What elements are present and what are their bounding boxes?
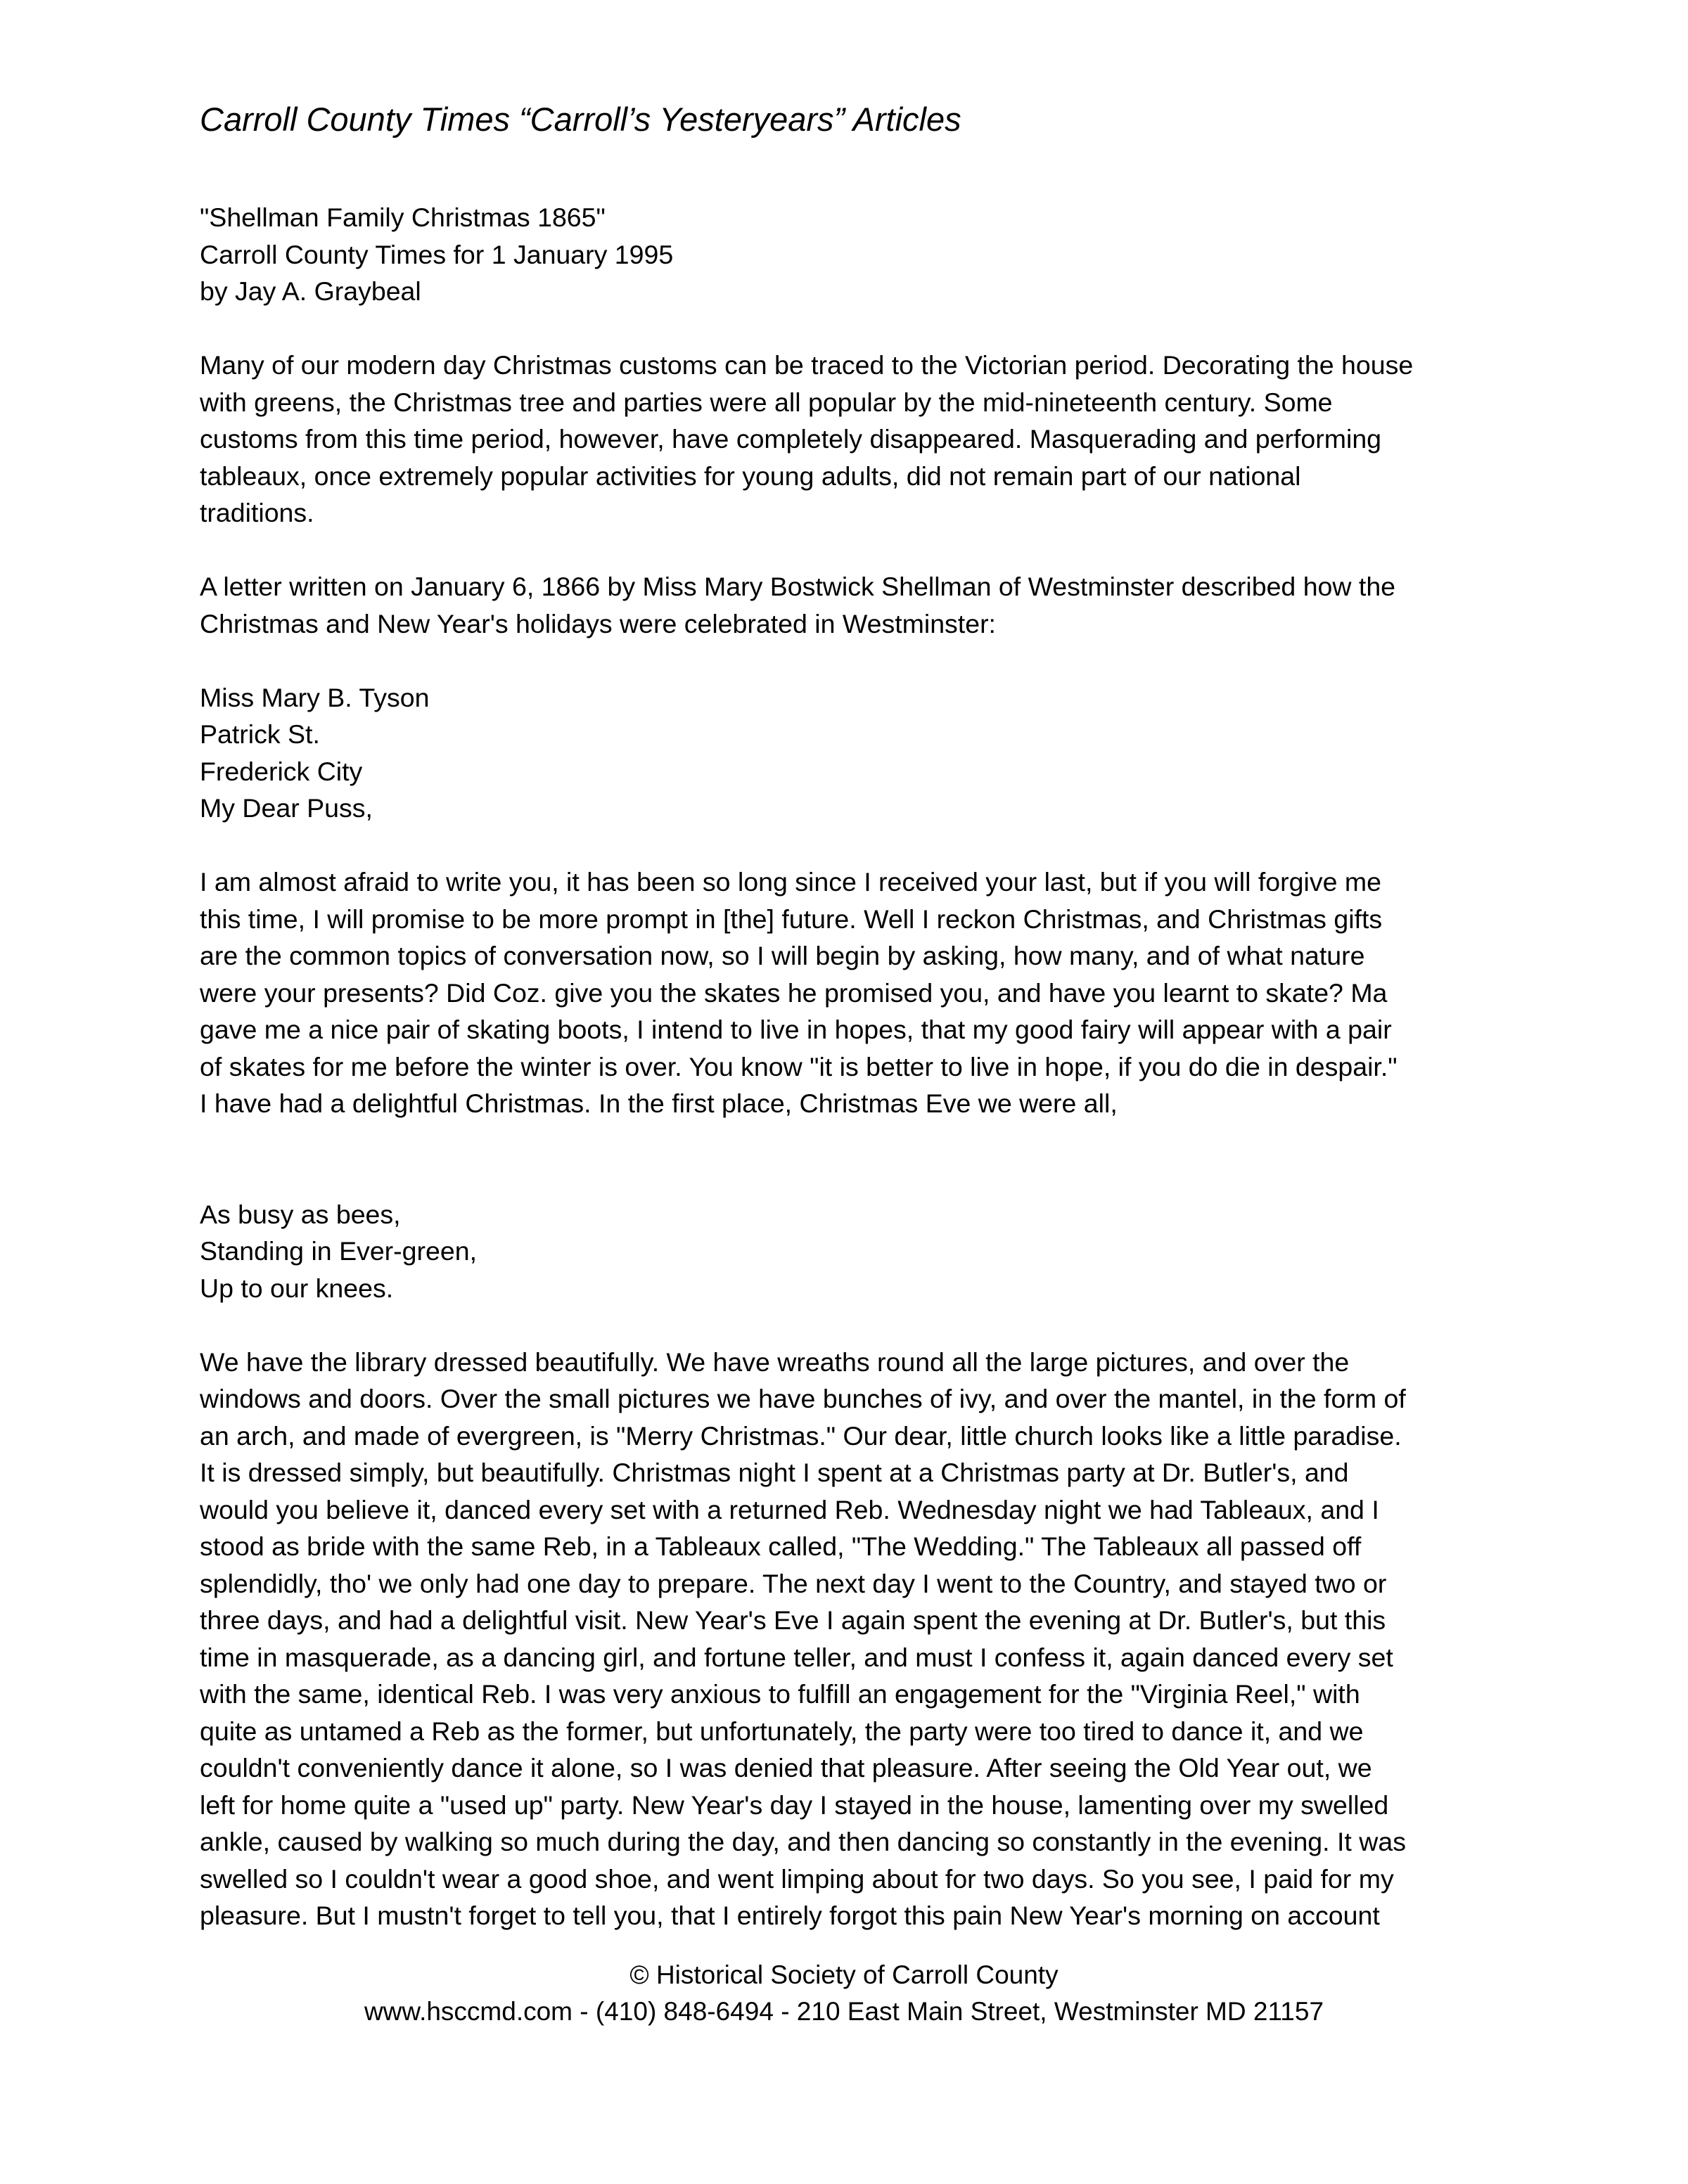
paragraph-line: I have had a delightful Christmas. In the first place, Christmas Eve we were all, [200,1088,1118,1118]
article-source: Carroll County Times for 1 January 1995 [200,239,674,269]
verse-line: As busy as bees, [200,1199,401,1229]
paragraph-line: left for home quite a "used up" party. New Year's day I stayed in the house, lamenting over my swelled [200,1790,1389,1820]
paragraph-line: gave me a nice pair of skating boots, I intend to live in hopes, that my good fairy will appear with a pair [200,1015,1392,1044]
footer-contact: www.hsccmd.com - (410) 848-6494 - 210 East Main Street, Westminster MD 21157 [364,1997,1324,2026]
article-body [200,199,1508,1934]
paragraph-line: couldn't conveniently dance it alone, so I was denied that pleasure. After seeing the Old Year out, we [200,1753,1372,1782]
paragraph-line: an arch, and made of evergreen, is "Merry Christmas." Our dear, little church looks like a little paradise. [200,1420,1402,1451]
paragraph-line: this time, I will promise to be more prompt in [the] future. Well I reckon Christmas, and Christmas gifts [200,904,1383,934]
footer-copyright: © Historical Society of Carroll County [629,1960,1059,1989]
letter-intro-paragraph [200,568,1508,642]
paragraph-line: quite as untamed a Reb as the former, but unfortunately, the party were too tired to dance it, and we [200,1716,1364,1746]
letter-verse [200,1196,1508,1307]
paragraph-line: were your presents? Did Coz. give you the skates he promised you, and have you learnt to skate? Ma [200,977,1388,1008]
paragraph-line: three days, and had a delightful visit. New Year's Eve I again spent the evening at Dr. Butler's, but this [200,1605,1386,1635]
paragraph-line: ankle, caused by walking so much during the day, and then dancing so constantly in the evening. It was [200,1827,1406,1856]
letter-paragraph-2 [200,1344,1508,1934]
paragraph-line: pleasure. But I mustn't forget to tell you, that I entirely forgot this pain New Year's morning on account [200,1901,1380,1930]
paragraph-line: traditions. [200,498,314,527]
paragraph-line: Many of our modern day Christmas customs can be traced to the Victorian period. Decorating the house [200,350,1414,380]
paragraph-line: with the same, identical Reb. I was very anxious to fulfill an engagement for the "Virginia Reel," with [200,1679,1360,1709]
paragraph-line: tableaux, once extremely popular activities for young adults, did not remain part of our national [200,461,1301,491]
paragraph-line: We have the library dressed beautifully. We have wreaths round all the large pictures, and over the [200,1347,1350,1377]
address-line: Miss Mary B. Tyson [200,682,430,712]
paragraph-line: splendidly, tho' we only had one day to prepare. The next day I went to the Country, and stayed two or [200,1568,1387,1598]
paragraph-line: I am almost afraid to write you, it has been so long since I received your last, but if you will forgive me [200,867,1381,897]
paragraph-line: are the common topics of conversation now, so I will begin by asking, how many, and of what nature [200,941,1365,970]
letter-address [200,679,1508,827]
article-title: "Shellman Family Christmas 1865" [200,203,606,232]
paragraph-line: time in masquerade, as a dancing girl, and fortune teller, and must I confess it, again danced every set [200,1642,1393,1672]
letter-salutation: My Dear Puss, [200,793,373,823]
intro-paragraph [200,347,1508,532]
paragraph-line: with greens, the Christmas tree and parties were all popular by the mid-nineteenth century. Some [200,387,1333,417]
verse-line: Up to our knees. [200,1273,394,1303]
paragraph-line: customs from this time period, however, have completely disappeared. Masquerading and performing [200,424,1382,454]
letter-paragraph-1 [200,863,1508,1122]
address-line: Patrick St. [200,719,320,749]
paragraph-line: stood as bride with the same Reb, in a Tableaux called, "The Wedding." The Tableaux all passed off [200,1531,1362,1561]
paragraph-line: swelled so I couldn't wear a good shoe, and went limping about for two days. So you see, I paid for my [200,1863,1394,1894]
page-header-title: Carroll County Times “Carroll’s Yesteryears” Articles [200,101,961,138]
paragraph-line: windows and doors. Over the small pictures we have bunches of ivy, and over the mantel, in the form of [200,1384,1406,1413]
verse-line: Standing in Ever-green, [200,1236,477,1266]
paragraph-line: of skates for me before the winter is over. You know "it is better to live in hope, if you do die in despair." [200,1051,1398,1081]
address-line: Frederick City [200,756,363,786]
article-byline: by Jay A. Graybeal [200,276,421,306]
paragraph-line: It is dressed simply, but beautifully. Christmas night I spent at a Christmas party at Dr. Butler's, and [200,1458,1349,1487]
paragraph-line: would you believe it, danced every set with a returned Reb. Wednesday night we had Tableaux, and I [200,1494,1379,1524]
paragraph-line: Christmas and New Year's holidays were celebrated in Westminster: [200,608,996,638]
paragraph-line: A letter written on January 6, 1866 by Miss Mary Bostwick Shellman of Westminster described how the [200,572,1396,601]
